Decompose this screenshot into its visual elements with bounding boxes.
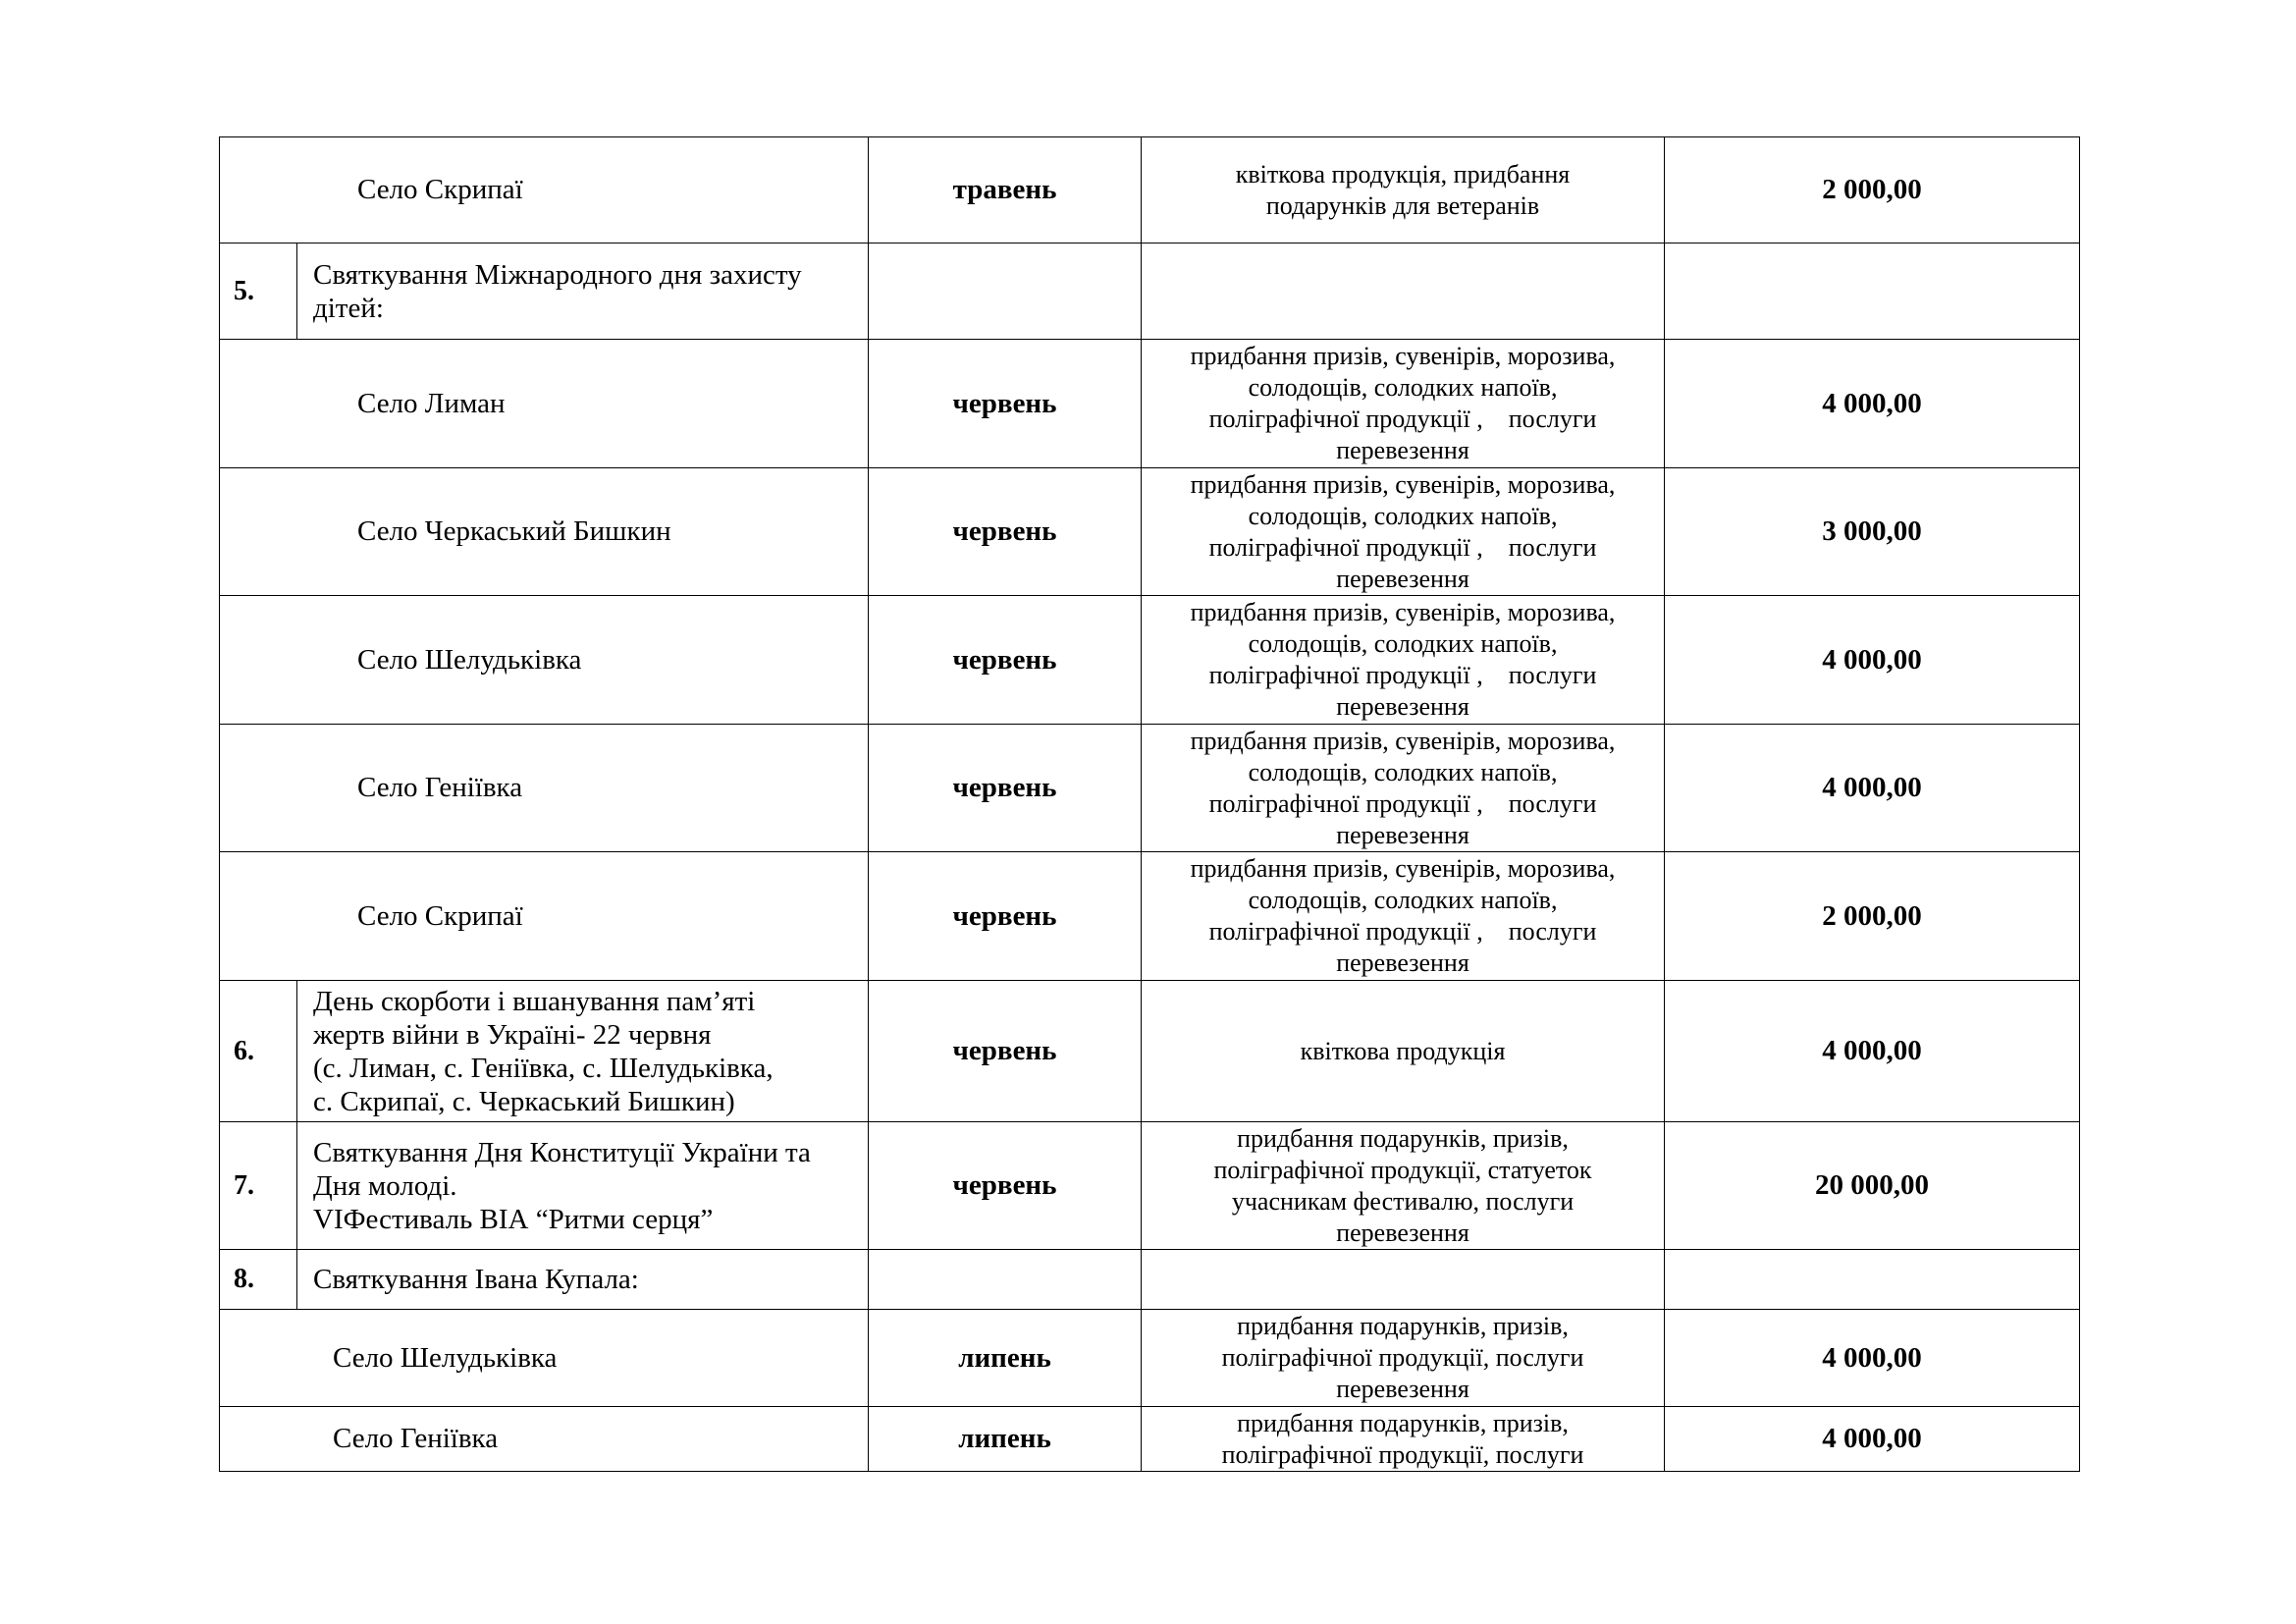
- table-row: [220, 852, 2080, 981]
- description-cell: придбання призів, сувенірів, морозива, солодощів, солодких напоїв, поліграфічної продукції , послуги перевезення: [1142, 852, 1665, 981]
- amount-cell: 4 000,00: [1665, 725, 2080, 852]
- description-cell: придбання призів, сувенірів, морозива, солодощів, солодких напоїв, поліграфічної продукції , послуги перевезення: [1142, 725, 1665, 852]
- description-cell: придбання призів, сувенірів, морозива, солодощів, солодких напоїв, поліграфічної продукції , послуги перевезення: [1142, 596, 1665, 725]
- amount-cell: 4 000,00: [1665, 1407, 2080, 1472]
- amount-cell: 2 000,00: [1665, 137, 2080, 244]
- table-row: [220, 137, 2080, 244]
- description-cell: придбання призів, сувенірів, морозива, солодощів, солодких напоїв, поліграфічної продукції , послуги перевезення: [1142, 340, 1665, 468]
- village-cell: Село Скрипаї: [220, 852, 869, 981]
- village-cell: Село Геніївка: [220, 1407, 869, 1472]
- amount-cell: 2 000,00: [1665, 852, 2080, 981]
- description-cell: [1142, 244, 1665, 340]
- month-cell: червень: [869, 852, 1142, 981]
- description-cell: придбання призів, сувенірів, морозива, солодощів, солодких напоїв, поліграфічної продукції , послуги перевезення: [1142, 468, 1665, 596]
- month-cell: [869, 1250, 1142, 1310]
- village-cell: Село Лиман: [220, 340, 869, 468]
- amount-cell: [1665, 1250, 2080, 1310]
- description-cell: придбання подарунків, призів, поліграфічної продукції, послуги: [1142, 1407, 1665, 1472]
- month-cell: червень: [869, 596, 1142, 725]
- table-row: [220, 340, 2080, 468]
- amount-cell: 4 000,00: [1665, 596, 2080, 725]
- row-number-cell: 6.: [220, 981, 297, 1122]
- month-cell: травень: [869, 137, 1142, 244]
- month-cell: червень: [869, 340, 1142, 468]
- month-cell: червень: [869, 981, 1142, 1122]
- amount-cell: 4 000,00: [1665, 340, 2080, 468]
- amount-cell: 4 000,00: [1665, 1310, 2080, 1407]
- event-title-cell: Святкування Дня Конституції України та Дня молоді. VIФестиваль ВІА “Ритми серця”: [297, 1122, 869, 1250]
- row-number-cell: 8.: [220, 1250, 297, 1310]
- village-cell: Село Шелудьківка: [220, 596, 869, 725]
- events-budget-table: [219, 136, 2080, 1472]
- month-cell: червень: [869, 1122, 1142, 1250]
- table-row: [220, 1250, 2080, 1310]
- row-number-cell: 5.: [220, 244, 297, 340]
- table-row: [220, 468, 2080, 596]
- table-row: [220, 1310, 2080, 1407]
- amount-cell: 20 000,00: [1665, 1122, 2080, 1250]
- event-title-cell: Святкування Міжнародного дня захисту дітей:: [297, 244, 869, 340]
- table-row: [220, 596, 2080, 725]
- description-cell: квіткова продукція: [1142, 981, 1665, 1122]
- table-row: [220, 1407, 2080, 1472]
- amount-cell: 3 000,00: [1665, 468, 2080, 596]
- village-cell: Село Геніївка: [220, 725, 869, 852]
- event-title-cell: День скорботи і вшанування пам’яті жертв війни в Україні- 22 червня (с. Лиман, с. Геніївка, с. Шелудьківка, с. Скрипаї, с. Черкаський Бишкин): [297, 981, 869, 1122]
- event-title-cell: Святкування Івана Купала:: [297, 1250, 869, 1310]
- table-row: [220, 1122, 2080, 1250]
- table-row: [220, 244, 2080, 340]
- table-row: [220, 725, 2080, 852]
- description-cell: придбання подарунків, призів, поліграфічної продукції, статуеток учасникам фестивалю, послуги перевезення: [1142, 1122, 1665, 1250]
- amount-cell: 4 000,00: [1665, 981, 2080, 1122]
- table-row: [220, 981, 2080, 1122]
- month-cell: липень: [869, 1407, 1142, 1472]
- row-number-cell: 7.: [220, 1122, 297, 1250]
- village-cell: Село Черкаський Бишкин: [220, 468, 869, 596]
- village-cell: Село Скрипаї: [220, 137, 869, 244]
- month-cell: [869, 244, 1142, 340]
- amount-cell: [1665, 244, 2080, 340]
- month-cell: липень: [869, 1310, 1142, 1407]
- description-cell: [1142, 1250, 1665, 1310]
- month-cell: червень: [869, 725, 1142, 852]
- village-cell: Село Шелудьківка: [220, 1310, 869, 1407]
- description-cell: квіткова продукція, придбання подарунків для ветеранів: [1142, 137, 1665, 244]
- month-cell: червень: [869, 468, 1142, 596]
- description-cell: придбання подарунків, призів, поліграфічної продукції, послуги перевезення: [1142, 1310, 1665, 1407]
